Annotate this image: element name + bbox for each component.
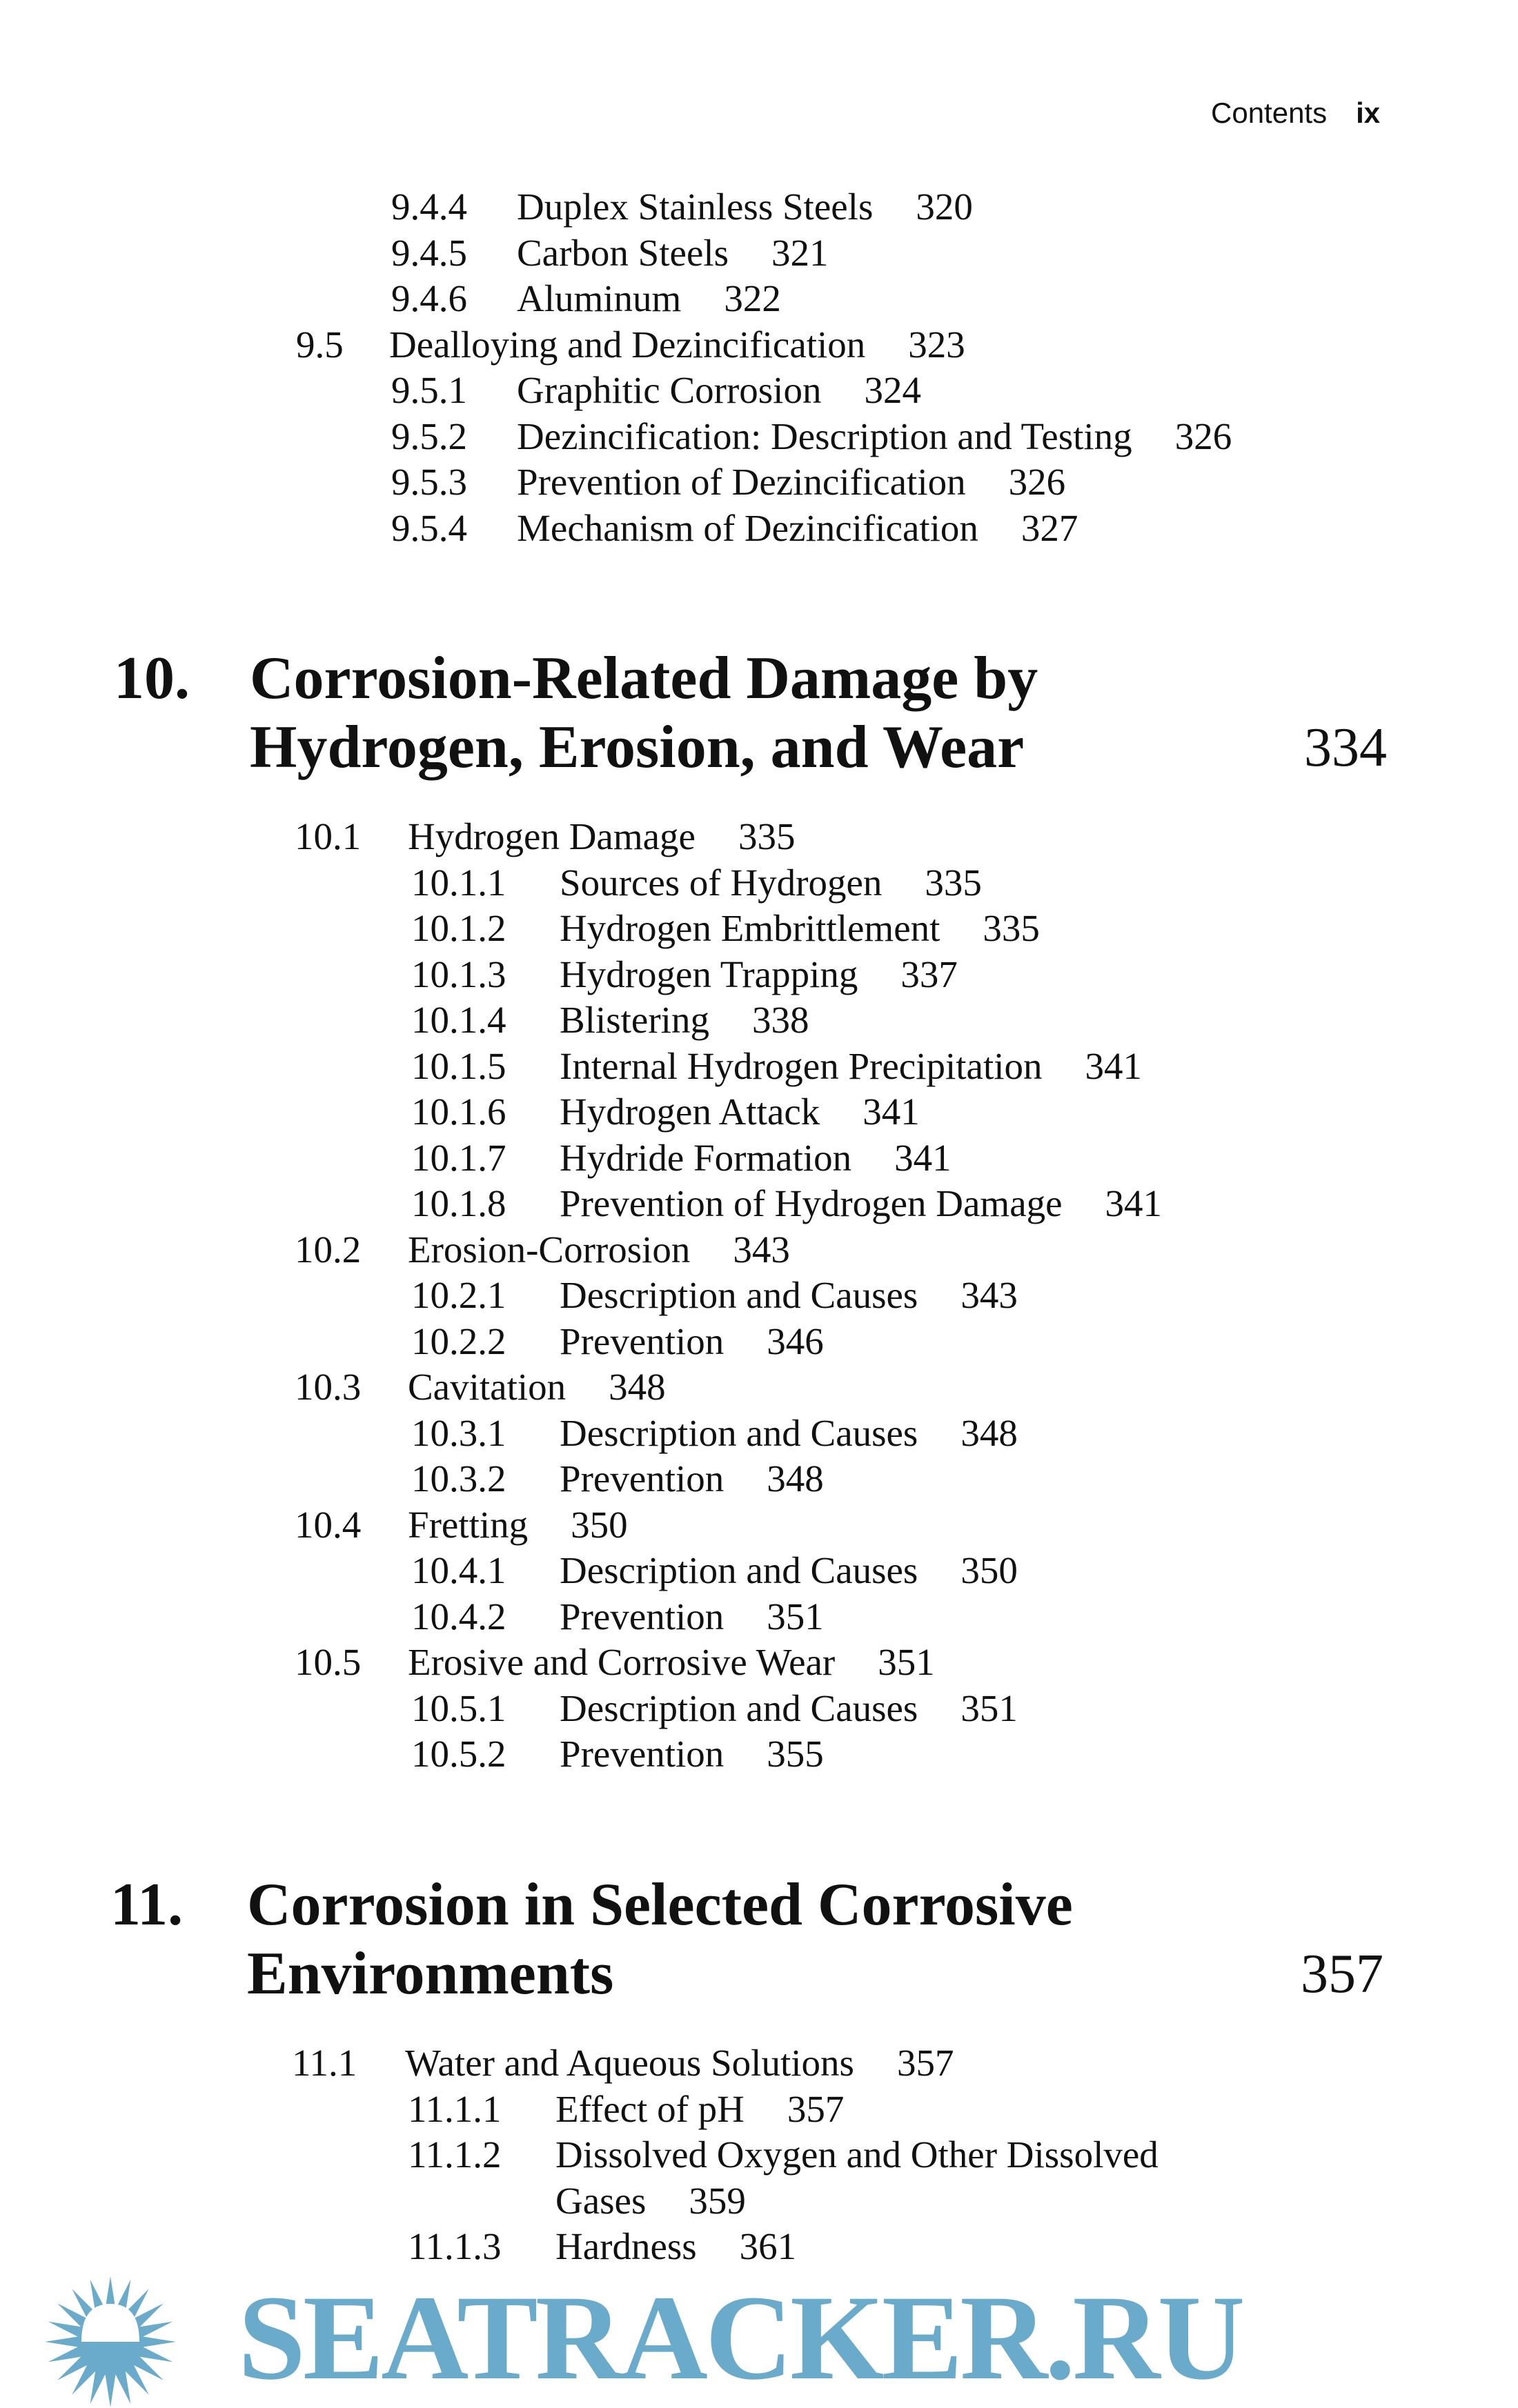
toc-entry[interactable] <box>0 184 1518 230</box>
entry-title-with-page <box>408 1227 790 1273</box>
toc-entry[interactable] <box>0 1594 1518 1640</box>
entry-number: 10.3 <box>295 1366 362 1408</box>
toc-entry[interactable] <box>0 1089 1518 1135</box>
toc-entry[interactable] <box>0 1319 1518 1365</box>
entry-page: 346 <box>767 1320 824 1362</box>
entry-title: Prevention <box>560 1733 724 1775</box>
entry-number: 10.4.1 <box>411 1549 506 1591</box>
entry-title-with-page <box>560 1686 1018 1732</box>
entry-title-with-page <box>555 2132 1159 2178</box>
entry-page: 335 <box>738 815 796 857</box>
chapter-title-line2: Environments <box>247 1940 614 2007</box>
chapter-title-line1: Corrosion in Selected Corrosive <box>247 1871 1073 1938</box>
entry-title: Sources of Hydrogen <box>560 861 883 904</box>
entry-title: Blistering <box>560 999 709 1041</box>
entry-number: 9.5 <box>296 323 344 366</box>
entry-page: 327 <box>1021 506 1078 549</box>
entry-title: Hydrogen Damage <box>408 815 696 857</box>
chapter-number: 10. <box>114 645 190 712</box>
entry-number: 10.1.7 <box>411 1136 506 1179</box>
entry-page: 361 <box>739 2225 797 2267</box>
entry-page: 355 <box>767 1733 824 1775</box>
entry-number: 10.1.2 <box>411 907 506 949</box>
toc-entry[interactable] <box>0 230 1518 277</box>
watermark-logo: SEATRACKER.RU <box>238 2271 1243 2405</box>
entry-title-with-page <box>517 506 1078 552</box>
entry-title-with-page <box>517 414 1232 460</box>
entry-page: 343 <box>733 1228 790 1271</box>
entry-title-with-page <box>405 2040 954 2087</box>
toc-entry[interactable] <box>0 2132 1518 2178</box>
entry-title: Erosion-Corrosion <box>408 1228 691 1271</box>
chapter-10-entries <box>0 814 1518 1778</box>
toc-entry[interactable] <box>0 1640 1518 1686</box>
toc-entry[interactable] <box>0 368 1518 414</box>
entry-page: 335 <box>983 907 1040 949</box>
entry-title: Water and Aqueous Solutions <box>405 2042 854 2084</box>
entry-title-with-page <box>408 1364 666 1411</box>
entry-page: 341 <box>862 1091 920 1133</box>
entry-title: Description and Causes <box>560 1686 918 1729</box>
toc-entry[interactable] <box>0 322 1518 368</box>
toc-entry[interactable] <box>0 2087 1518 2133</box>
entry-title: Duplex Stainless Steels <box>517 186 874 228</box>
entry-number: 10.1.1 <box>411 861 506 904</box>
entry-number: 10.2 <box>295 1228 362 1271</box>
entry-title-with-page <box>560 1594 824 1640</box>
entry-title-with-page <box>560 997 809 1044</box>
entry-title: Hydride Formation <box>560 1136 852 1179</box>
entry-title: Prevention of Hydrogen Damage <box>560 1182 1063 1224</box>
entry-title-with-page <box>560 860 982 906</box>
entry-page: 321 <box>771 231 829 274</box>
entry-title: Dealloying and Dezincification <box>389 323 866 366</box>
toc-entry[interactable] <box>0 814 1518 860</box>
toc-entry[interactable] <box>0 459 1518 506</box>
entry-title: Prevention of Dezincification <box>517 461 966 503</box>
entry-title: Hydrogen Attack <box>560 1091 820 1133</box>
entry-number: 9.4.6 <box>391 277 467 319</box>
entry-title: Hydrogen Trapping <box>560 953 858 995</box>
toc-entry[interactable] <box>0 1227 1518 1273</box>
entry-page: 357 <box>896 2042 954 2084</box>
entry-title-with-page <box>517 184 973 230</box>
header-page-number: ix <box>1356 97 1381 129</box>
toc-entry[interactable] <box>0 1548 1518 1594</box>
watermark-sun-icon <box>0 2276 228 2407</box>
toc-entry[interactable] <box>0 2040 1518 2087</box>
toc-entry[interactable] <box>0 860 1518 906</box>
entry-title-with-page <box>560 1731 824 1778</box>
toc-entry[interactable] <box>0 952 1518 998</box>
entry-number: 11.1.1 <box>408 2087 502 2130</box>
entry-title: Description and Causes <box>560 1274 918 1316</box>
entry-title-with-page <box>560 1044 1142 1090</box>
entry-number: 10.4.2 <box>411 1595 506 1638</box>
entry-title-with-page <box>560 1135 952 1182</box>
toc-entry[interactable] <box>0 506 1518 552</box>
entry-title-with-page <box>560 1456 824 1502</box>
toc-entry[interactable] <box>0 1731 1518 1778</box>
toc-entry[interactable] <box>0 1411 1518 1457</box>
entry-title: Mechanism of Dezincification <box>517 506 978 549</box>
entry-title: Internal Hydrogen Precipitation <box>560 1044 1043 1087</box>
chapter-title-line1: Corrosion-Related Damage by <box>250 645 1038 712</box>
entry-page: 335 <box>925 861 982 904</box>
entry-page: 357 <box>787 2087 845 2130</box>
entry-title-with-page <box>408 814 795 860</box>
entry-title: Cavitation <box>408 1366 566 1408</box>
entry-number: 11.1 <box>292 2042 357 2084</box>
entry-title-with-page <box>517 459 1065 506</box>
toc-entry[interactable] <box>0 2224 1518 2270</box>
entry-page: 348 <box>767 1457 824 1500</box>
entry-page: 351 <box>878 1641 935 1683</box>
entry-page: 350 <box>571 1503 628 1546</box>
entry-number: 10.2.1 <box>411 1274 506 1316</box>
entry-number: 11.1.3 <box>408 2225 502 2267</box>
toc-entry[interactable] <box>0 2178 1518 2225</box>
entry-page: 326 <box>1008 461 1066 503</box>
entry-page: 341 <box>1105 1182 1163 1224</box>
entry-number: 10.2.2 <box>411 1320 506 1362</box>
entry-title-with-page <box>555 2224 796 2270</box>
entry-title: Dezincification: Description and Testing <box>517 415 1132 457</box>
entry-page: 348 <box>609 1366 666 1408</box>
entry-title-with-page <box>560 1548 1018 1594</box>
toc-entry[interactable] <box>0 906 1518 952</box>
entry-title: Carbon Steels <box>517 231 729 274</box>
entry-page: 341 <box>1085 1044 1143 1087</box>
entry-title: Description and Causes <box>560 1549 918 1591</box>
entry-title-with-page <box>560 1089 920 1135</box>
entry-title: Fretting <box>408 1503 529 1546</box>
entry-number: 10.5.2 <box>411 1733 506 1775</box>
entry-number: 10.1.8 <box>411 1182 506 1224</box>
section-9-entries <box>0 184 1518 551</box>
entry-title-with-page <box>517 276 781 322</box>
entry-page: 341 <box>894 1136 952 1179</box>
entry-number: 10.4 <box>295 1503 362 1546</box>
entry-number: 9.4.5 <box>391 231 467 274</box>
entry-page: 323 <box>908 323 965 366</box>
entry-title: Hydrogen Embrittlement <box>560 907 940 949</box>
entry-page: 348 <box>960 1411 1018 1454</box>
entry-title-with-page <box>389 322 965 368</box>
chapter-page: 357 <box>1301 1944 1383 2004</box>
entry-title: Description and Causes <box>560 1411 918 1454</box>
entry-title: Prevention <box>560 1595 724 1638</box>
entry-title-with-page <box>555 2178 746 2225</box>
entry-number: 9.5.3 <box>391 461 467 503</box>
header-label: Contents <box>1211 97 1328 129</box>
entry-title-with-page <box>408 1640 935 1686</box>
entry-page: 326 <box>1174 415 1232 457</box>
entry-title-with-page <box>517 368 921 414</box>
entry-number: 10.1.3 <box>411 953 506 995</box>
entry-title-with-page <box>408 1502 628 1549</box>
toc-entry[interactable] <box>0 1044 1518 1090</box>
entry-title-with-page <box>560 1319 824 1365</box>
chapter-number: 11. <box>110 1871 184 1938</box>
entry-title: Prevention <box>560 1457 724 1500</box>
entry-page: 351 <box>960 1686 1018 1729</box>
entry-number: 9.5.2 <box>391 415 467 457</box>
entry-page: 322 <box>724 277 781 319</box>
entry-page: 338 <box>751 999 809 1041</box>
toc-entry[interactable] <box>0 1686 1518 1732</box>
entry-page: 350 <box>960 1549 1018 1591</box>
toc-entry[interactable] <box>0 997 1518 1044</box>
entry-title-with-page <box>560 1273 1018 1319</box>
entry-number: 10.1.6 <box>411 1091 506 1133</box>
toc-entry[interactable] <box>0 1273 1518 1319</box>
entry-title: Graphitic Corrosion <box>517 369 822 411</box>
entry-number: 9.5.4 <box>391 506 467 549</box>
entry-title: Erosive and Corrosive Wear <box>408 1641 836 1683</box>
entry-number: 10.1.4 <box>411 999 506 1041</box>
entry-number: 10.5.1 <box>411 1686 506 1729</box>
toc-entry[interactable] <box>0 1135 1518 1182</box>
entry-number: 10.1.5 <box>411 1044 506 1087</box>
entry-title: Dissolved Oxygen and Other Dissolved <box>555 2133 1159 2176</box>
entry-title: Aluminum <box>517 277 682 319</box>
entry-page: 320 <box>916 186 973 228</box>
entry-title-with-page <box>560 952 958 998</box>
running-header <box>1211 97 1380 130</box>
entry-page: 337 <box>900 953 958 995</box>
entry-number: 10.5 <box>295 1641 362 1683</box>
entry-title-with-page <box>560 1411 1018 1457</box>
entry-title-with-page <box>560 1181 1162 1227</box>
entry-number: 10.1 <box>295 815 362 857</box>
entry-page: 343 <box>960 1274 1018 1316</box>
entry-title-with-page <box>517 230 829 277</box>
toc-entry[interactable] <box>0 414 1518 460</box>
chapter-title-line2: Hydrogen, Erosion, and Wear <box>250 714 1025 781</box>
toc-entry[interactable] <box>0 1456 1518 1502</box>
entry-title: Effect of pH <box>555 2087 745 2130</box>
toc-entry[interactable] <box>0 1364 1518 1411</box>
entry-page: 359 <box>689 2179 746 2222</box>
entry-title-with-page <box>555 2087 844 2133</box>
entry-page: 351 <box>767 1595 824 1638</box>
chapter-11-entries <box>0 2040 1518 2270</box>
entry-title-with-page <box>560 906 1040 952</box>
toc-entry[interactable] <box>0 1181 1518 1227</box>
toc-entry[interactable] <box>0 276 1518 322</box>
entry-number: 10.3.2 <box>411 1457 506 1500</box>
toc-entry[interactable] <box>0 1502 1518 1549</box>
entry-title: Gases <box>555 2179 647 2222</box>
chapter-page: 334 <box>1304 717 1387 778</box>
entry-number: 9.4.4 <box>391 186 467 228</box>
entry-page: 324 <box>864 369 921 411</box>
entry-number: 11.1.2 <box>408 2133 502 2176</box>
entry-number: 9.5.1 <box>391 369 467 411</box>
entry-title: Prevention <box>560 1320 724 1362</box>
entry-title: Hardness <box>555 2225 697 2267</box>
entry-number: 10.3.1 <box>411 1411 506 1454</box>
